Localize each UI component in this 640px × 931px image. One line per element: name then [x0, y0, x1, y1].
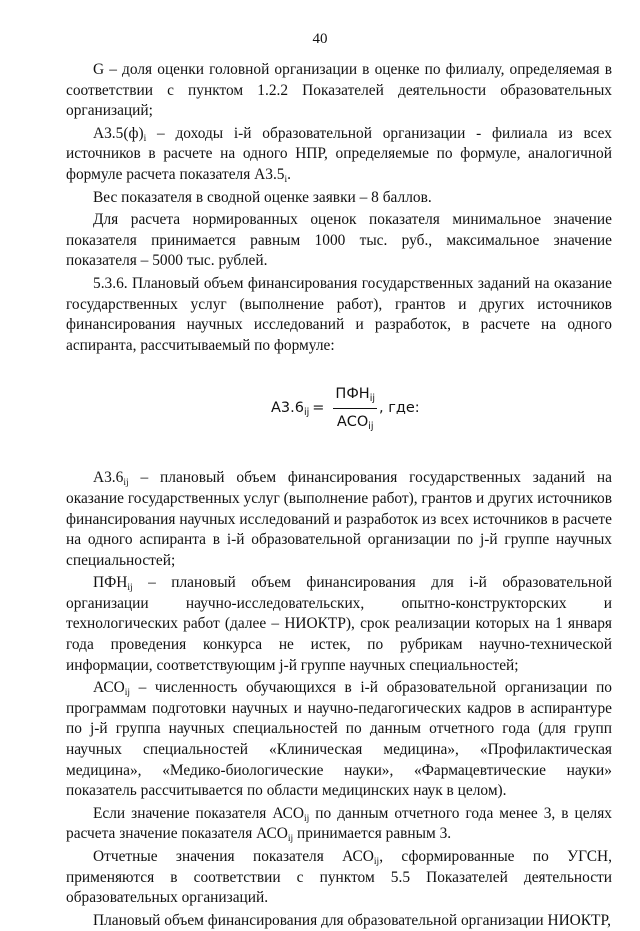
a35f-text: – доходы i-й образовательной организации - филиала из всех источников в расчете на одного НПР, определяемые по формуле, аналогичной формуле расчета показателя А3.5 — [66, 124, 612, 183]
page-number: 40 — [312, 31, 328, 47]
subscript-ij: ij — [124, 688, 131, 699]
paragraph-g-definition: G – доля оценки головной организации в оценке по филиалу, определяемая в соответствии с пунктом 1.2.2 Показателей деятельности образовательных организаций; — [66, 61, 612, 120]
aso-text: – численность обучающихся в i-й образовательной организации по программам подготовки научных и научно-педагогических кадров в аспирантуре по j-й группа научных специальностей по данным отчетного года (для групп научных специальностей «Клиническая медицина», «Профилактическая медицина», «Медико-биологические науки», «Фармацевтические науки» показатель рассчитывается по области медицинских наук в целом). — [66, 679, 612, 800]
numerator-symbol: ПФН — [335, 386, 370, 403]
subscript-i: i — [284, 174, 288, 185]
symbol-a35f: А3.5(ф) — [93, 124, 144, 142]
subscript-ij: ij — [127, 583, 133, 594]
paragraph-niokt-funding: Плановый объем финансирования для образовательной организации НИОКТР, — [93, 911, 611, 929]
subscript-i: i — [143, 133, 147, 144]
formula-lhs-subscript: ij — [303, 407, 310, 419]
formula-lhs-symbol: А3.6 — [271, 400, 304, 417]
paragraph-aso-minimum — [66, 804, 612, 845]
paragraph-a35f-definition — [66, 124, 612, 186]
aso-minimum-text-b: по данным отчетного года менее 3, в целях расчета значение показателя АСО — [66, 804, 612, 843]
formula-fraction — [333, 384, 377, 432]
formula-block — [66, 377, 612, 439]
subscript-ij: ij — [123, 478, 129, 489]
paragraph-section-536: 5.3.6. Плановый объем финансирования государственных заданий на оказание государственных услуг (выполнение работ), грантов и других источников финансирования научных исследований и разработок, в расчете на одного аспиранта, рассчитываемый по формуле: — [66, 274, 612, 354]
formula-lhs — [271, 398, 309, 419]
subscript-ij: ij — [287, 834, 294, 845]
subscript-ij: ij — [304, 813, 310, 824]
symbol-a36: А3.6 — [93, 469, 124, 487]
aso-ugsn-text-a: Отчетные значения показателя АСО — [93, 848, 374, 865]
paragraph-a36-definition — [66, 468, 612, 571]
paragraph-pfn-definition — [66, 573, 612, 676]
paragraph-aso-ugsn — [66, 847, 612, 909]
formula-equals: = — [312, 400, 325, 417]
paragraph-weight: Вес показателя в сводной оценке заявки – 8 баллов. — [93, 188, 432, 206]
pfn-text: – плановый объем финансирования для i-й образовательной организации научно-исследовательских, опытно-конструкторских и технологических работ (далее – НИОКТР), срок реализации которых на 1 января года проведения конкурса не истек, по рубрикам научно-технической информации, соответствующим j-й группе научных специальностей; — [66, 574, 612, 674]
paragraph-normalization: Для расчета нормированных оценок показателя минимальное значение показателя принимается равным 1000 тыс. руб., максимальное значение показателя – 5000 тыс. рублей. — [66, 211, 612, 270]
paragraph-aso-definition — [66, 678, 612, 802]
aso-minimum-text-c: принимается равным 3. — [293, 825, 452, 843]
aso-minimum-text-a: Если значение показателя АСО — [93, 804, 305, 822]
formula-a36 — [271, 377, 420, 439]
aso-ugsn-text-b: , сформированные по УГСН, применяются в соответствии с пунктом 5.5 Показателей деятельности образовательных организаций. — [66, 848, 613, 907]
subscript-ij: ij — [373, 857, 380, 867]
formula-numerator — [333, 384, 377, 409]
denominator-subscript: ij — [368, 420, 374, 432]
symbol-pfn: ПФН — [93, 574, 128, 592]
document-body — [66, 60, 612, 931]
formula-denominator — [335, 409, 376, 433]
a35f-end: . — [287, 165, 291, 183]
numerator-subscript: ij — [369, 393, 375, 405]
formula-tail: , где: — [379, 400, 420, 417]
denominator-symbol: АСО — [336, 413, 369, 430]
a36-text: – плановый объем финансирования государственных заданий на оказание государственных услуг (выполнение работ), грантов и других источников финансирования научных исследований и разработок из всех источников в расчете на одного аспиранта в i-й образовательной организации по j-й группе научных специальностей; — [66, 469, 612, 569]
symbol-aso: АСО — [93, 679, 125, 697]
